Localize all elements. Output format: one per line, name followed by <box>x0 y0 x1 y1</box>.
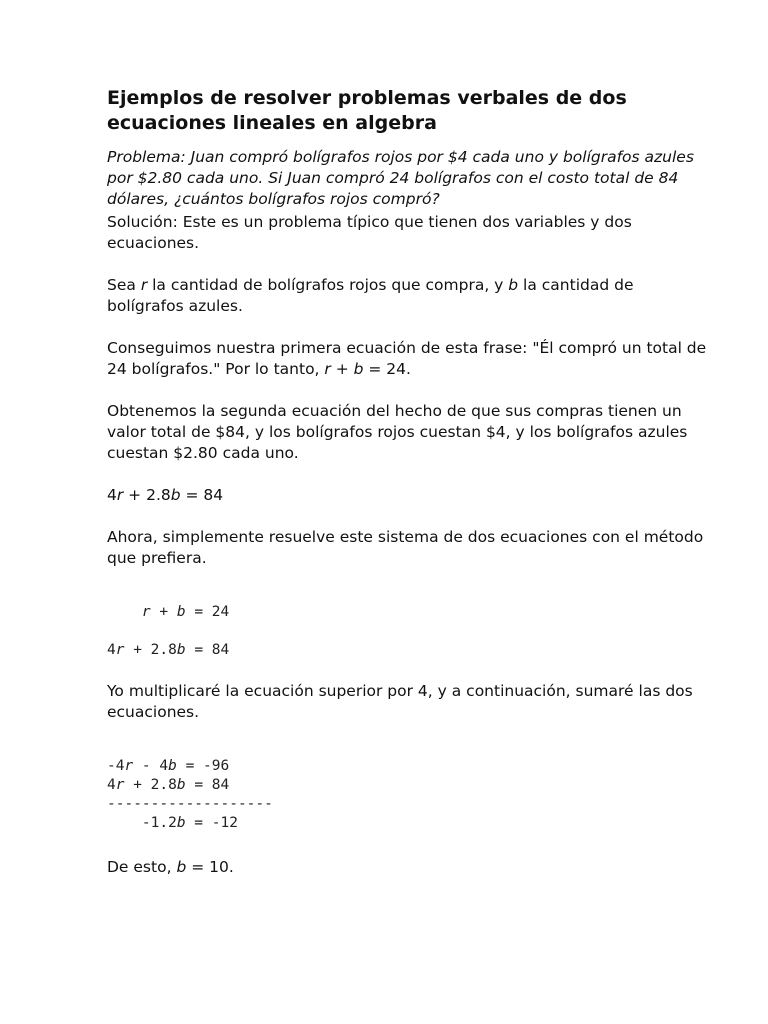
problem-statement: Problema: Juan compró bolígrafos rojos por $4 cada uno y bolígrafos azules por $2.80 cada uno. Si Juan compró 24 bolígrafos con el costo total de 84 dólares, ¿cuántos bolígrafos rojos compró? <box>107 148 694 208</box>
elimination-result: -1.2b = -12 <box>107 815 238 831</box>
solve-instruction: Ahora, simplemente resuelve este sistema de dos ecuaciones con el método que prefiera. <box>107 528 704 567</box>
document-title: Ejemplos de resolver problemas verbales de dos ecuaciones lineales en algebra <box>107 87 627 134</box>
solution-intro: Solución: Este es un problema típico que tienen dos variables y dos ecuaciones. <box>107 213 632 252</box>
second-equation: 4r + 2.8b = 84 <box>107 486 224 504</box>
first-equation-paragraph: Conseguimos nuestra primera ecuación de esta frase: "Él compró un total de 24 bolígrafos." Por lo tanto, r + b = 24. <box>107 339 707 378</box>
system-line-2: 4r + 2.8b = 84 <box>107 642 230 658</box>
elimination-separator: ------------------- <box>107 796 273 812</box>
conclusion: De esto, b = 10. <box>107 858 234 876</box>
elimination-line-2: 4r + 2.8b = 84 <box>107 777 230 793</box>
document-page <box>107 86 707 878</box>
elimination-line-1: -4r - 4b = -96 <box>107 758 230 774</box>
system-line-1: r + b = 24 <box>141 604 230 620</box>
multiply-instruction: Yo multiplicaré la ecuación superior por 4, y a continuación, sumaré las dos ecuaciones. <box>107 682 693 721</box>
variable-definition: Sea r la cantidad de bolígrafos rojos que compra, y b la cantidad de bolígrafos azules. <box>107 276 634 315</box>
second-equation-paragraph: Obtenemos la segunda ecuación del hecho de que sus compras tienen un valor total de $84, y los bolígrafos rojos cuestan $4, y los bolígrafos azules cuestan $2.80 cada uno. <box>107 402 688 462</box>
